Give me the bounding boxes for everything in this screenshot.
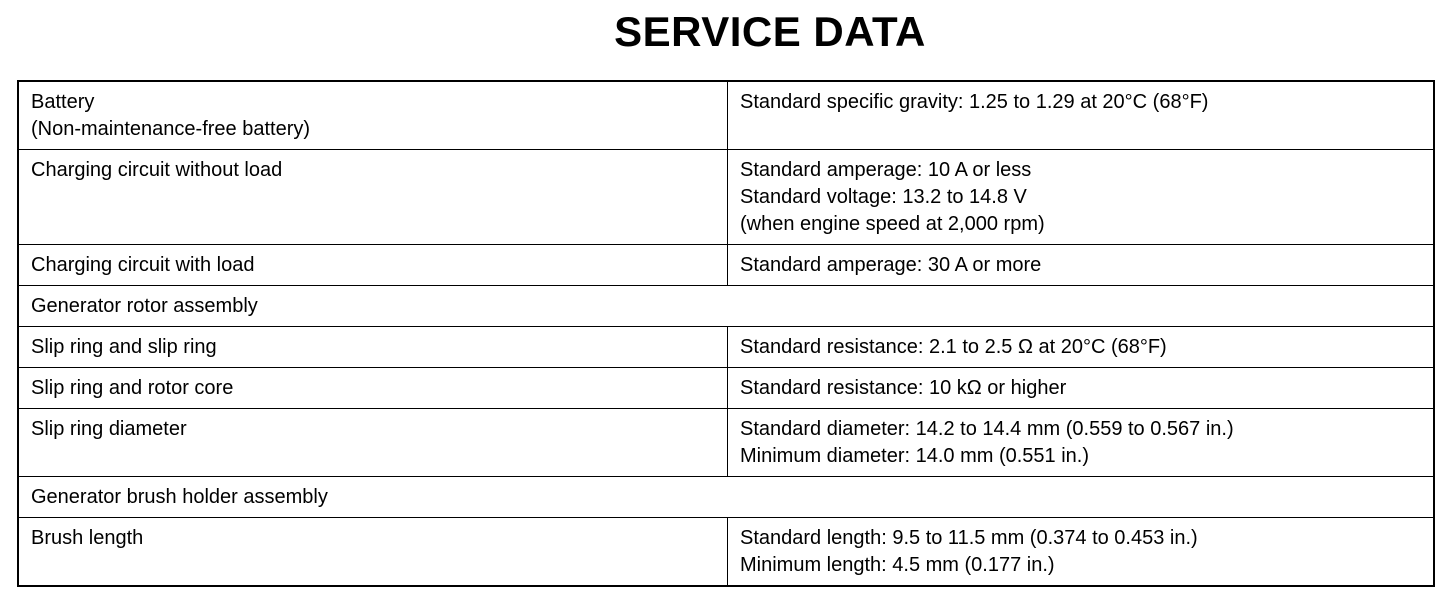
- spec-cell: [728, 368, 1435, 409]
- table-row: [18, 518, 1434, 587]
- spec-cell: [728, 327, 1435, 368]
- item-text: Slip ring diameter: [31, 418, 187, 440]
- item-cell: [18, 518, 728, 587]
- spec-text: Minimum length: 4.5 mm (0.177 in.): [740, 554, 1055, 576]
- spec-cell: [728, 409, 1435, 477]
- spec-text: (when engine speed at 2,000 rpm): [740, 213, 1045, 235]
- service-data-table: [17, 80, 1435, 587]
- table-row: [18, 327, 1434, 368]
- section-heading: Generator rotor assembly: [18, 286, 1434, 327]
- section-row: [18, 286, 1434, 327]
- item-text: Brush length: [31, 527, 144, 549]
- section-heading: Generator brush holder assembly: [18, 477, 1434, 518]
- spec-text: Standard length: 9.5 to 11.5 mm (0.374 to 0.453 in.): [740, 527, 1198, 549]
- item-cell: [18, 368, 728, 409]
- spec-cell: [728, 245, 1435, 286]
- spec-text: Standard voltage: 13.2 to 14.8 V: [740, 186, 1027, 208]
- table-row: [18, 150, 1434, 245]
- item-text: Slip ring and rotor core: [31, 377, 234, 399]
- item-cell: [18, 245, 728, 286]
- item-cell: [18, 327, 728, 368]
- spec-text: Standard resistance: 2.1 to 2.5 Ω at 20°C (68°F): [740, 336, 1167, 358]
- table-row: [18, 81, 1434, 150]
- spec-cell: [728, 518, 1435, 587]
- item-text: Slip ring and slip ring: [31, 336, 217, 358]
- spec-text: Standard amperage: 10 A or less: [740, 159, 1032, 181]
- section-row: [18, 477, 1434, 518]
- spec-cell: [728, 81, 1435, 150]
- page-title: SERVICE DATA: [614, 8, 926, 55]
- spec-text: Standard amperage: 30 A or more: [740, 254, 1042, 276]
- spec-cell: [728, 150, 1435, 245]
- spec-text: Standard resistance: 10 kΩ or higher: [740, 377, 1067, 399]
- item-text: Battery: [31, 91, 95, 113]
- item-text: Charging circuit without load: [31, 159, 283, 181]
- item-cell: [18, 409, 728, 477]
- spec-text: Standard specific gravity: 1.25 to 1.29 at 20°C (68°F): [740, 91, 1209, 113]
- table-row: [18, 409, 1434, 477]
- table-row: [18, 245, 1434, 286]
- item-text: Charging circuit with load: [31, 254, 255, 276]
- spec-text: Minimum diameter: 14.0 mm (0.551 in.): [740, 445, 1090, 467]
- table-row: [18, 368, 1434, 409]
- spec-text: Standard diameter: 14.2 to 14.4 mm (0.559 to 0.567 in.): [740, 418, 1234, 440]
- item-cell: [18, 150, 728, 245]
- item-text: (Non-maintenance-free battery): [31, 118, 311, 140]
- item-cell: [18, 81, 728, 150]
